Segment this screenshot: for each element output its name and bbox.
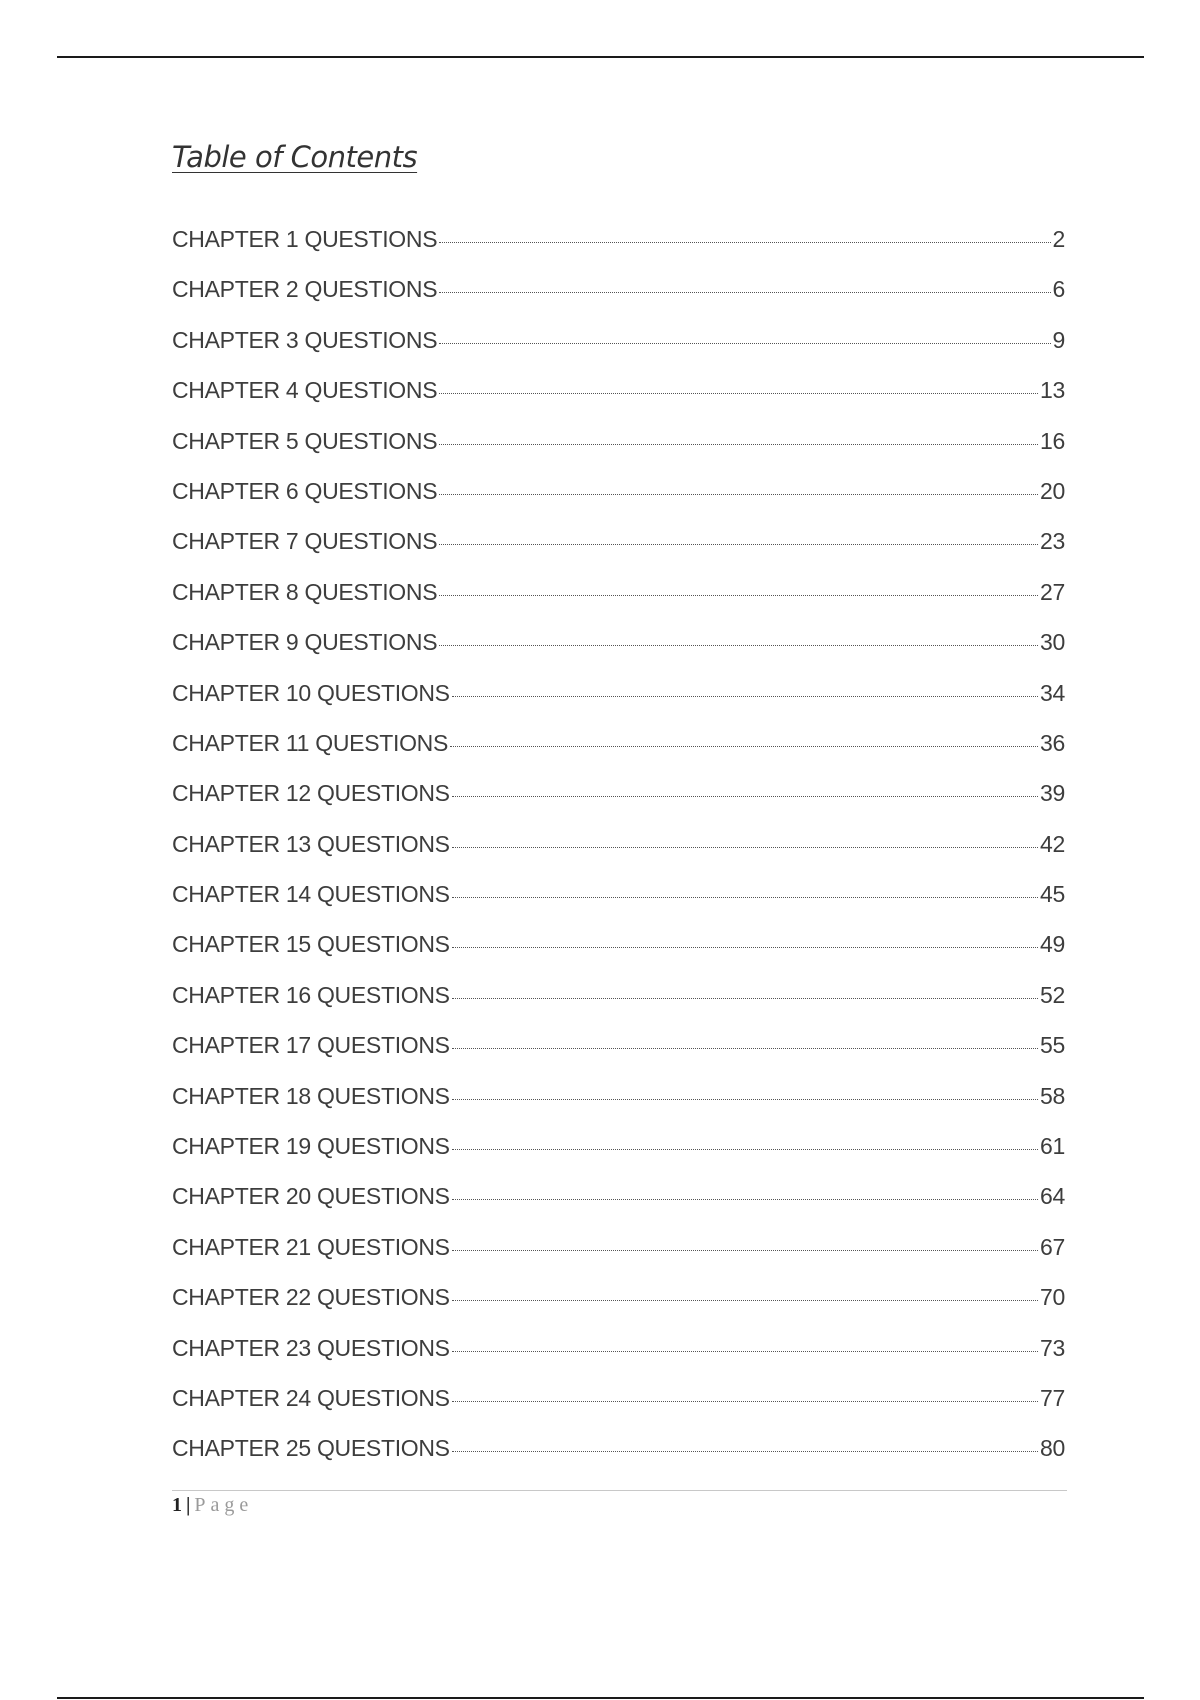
- toc-entry[interactable]: [172, 528, 1065, 578]
- toc-dot-leader: [439, 242, 1050, 243]
- toc-entry[interactable]: [172, 1133, 1065, 1183]
- toc-entry-label: CHAPTER 20 QUESTIONS: [172, 1183, 450, 1210]
- toc-dot-leader: [452, 796, 1038, 797]
- toc-entry-label: CHAPTER 6 QUESTIONS: [172, 477, 438, 504]
- toc-dot-leader: [452, 1099, 1038, 1100]
- toc-dot-leader: [452, 1048, 1038, 1049]
- toc-entry[interactable]: [172, 226, 1065, 276]
- toc-entry-page: 27: [1040, 578, 1065, 605]
- toc-entry-page: 61: [1040, 1133, 1065, 1160]
- toc-entry[interactable]: [172, 780, 1065, 830]
- toc-entry[interactable]: [172, 276, 1065, 326]
- toc-list: [172, 226, 1065, 1486]
- footer-page-word: Page: [194, 1494, 254, 1516]
- toc-entry-label: CHAPTER 2 QUESTIONS: [172, 276, 438, 303]
- toc-entry-page: 20: [1040, 477, 1065, 504]
- toc-entry-label: CHAPTER 17 QUESTIONS: [172, 1032, 450, 1059]
- toc-dot-leader: [452, 1199, 1038, 1200]
- toc-entry-page: 70: [1040, 1284, 1065, 1311]
- toc-entry[interactable]: [172, 1032, 1065, 1082]
- toc-entry[interactable]: [172, 881, 1065, 931]
- toc-entry-page: 6: [1052, 276, 1065, 303]
- toc-entry-label: CHAPTER 18 QUESTIONS: [172, 1082, 450, 1109]
- toc-entry-label: CHAPTER 14 QUESTIONS: [172, 881, 450, 908]
- toc-entry-label: CHAPTER 25 QUESTIONS: [172, 1435, 450, 1462]
- toc-entry-label: CHAPTER 4 QUESTIONS: [172, 377, 438, 404]
- header-rule: [57, 56, 1144, 58]
- toc-entry-page: 2: [1052, 226, 1065, 252]
- toc-dot-leader: [452, 847, 1038, 848]
- toc-entry-page: 49: [1040, 931, 1065, 958]
- toc-dot-leader: [452, 947, 1038, 948]
- toc-entry[interactable]: [172, 327, 1065, 377]
- toc-dot-leader: [452, 1250, 1038, 1251]
- toc-entry[interactable]: [172, 1284, 1065, 1334]
- toc-dot-leader: [439, 343, 1050, 344]
- toc-entry-label: CHAPTER 7 QUESTIONS: [172, 528, 438, 555]
- toc-entry-page: 16: [1040, 427, 1065, 454]
- toc-entry[interactable]: [172, 831, 1065, 881]
- toc-entry[interactable]: [172, 1435, 1065, 1485]
- toc-dot-leader: [452, 1451, 1038, 1452]
- toc-entry[interactable]: [172, 1385, 1065, 1435]
- toc-entry-label: CHAPTER 10 QUESTIONS: [172, 679, 450, 706]
- toc-entry-page: 73: [1040, 1334, 1065, 1361]
- toc-entry[interactable]: [172, 478, 1065, 528]
- toc-entry-page: 64: [1040, 1183, 1065, 1210]
- bottom-rule: [57, 1697, 1144, 1699]
- toc-entry[interactable]: [172, 579, 1065, 629]
- toc-entry[interactable]: [172, 1234, 1065, 1284]
- toc-entry-page: 23: [1040, 528, 1065, 555]
- toc-dot-leader: [452, 1300, 1038, 1301]
- toc-dot-leader: [439, 494, 1038, 495]
- toc-entry-label: CHAPTER 21 QUESTIONS: [172, 1233, 450, 1260]
- toc-entry-label: CHAPTER 15 QUESTIONS: [172, 931, 450, 958]
- toc-entry-label: CHAPTER 12 QUESTIONS: [172, 780, 450, 807]
- footer-page-number: 1: [172, 1494, 182, 1516]
- toc-dot-leader: [452, 998, 1038, 999]
- toc-dot-leader: [439, 544, 1038, 545]
- toc-entry[interactable]: [172, 730, 1065, 780]
- toc-entry-label: CHAPTER 16 QUESTIONS: [172, 981, 450, 1008]
- toc-dot-leader: [452, 1351, 1038, 1352]
- toc-entry-page: 77: [1040, 1384, 1065, 1411]
- toc-dot-leader: [452, 1149, 1038, 1150]
- toc-entry-page: 36: [1040, 729, 1065, 756]
- toc-entry-page: 34: [1040, 679, 1065, 706]
- toc-entry-page: 58: [1040, 1082, 1065, 1109]
- toc-entry[interactable]: [172, 1083, 1065, 1133]
- toc-entry-page: 39: [1040, 780, 1065, 807]
- toc-entry-page: 30: [1040, 629, 1065, 656]
- toc-dot-leader: [452, 1401, 1038, 1402]
- toc-entry[interactable]: [172, 1183, 1065, 1233]
- toc-entry-label: CHAPTER 13 QUESTIONS: [172, 830, 450, 857]
- toc-dot-leader: [439, 595, 1038, 596]
- toc-entry-label: CHAPTER 23 QUESTIONS: [172, 1334, 450, 1361]
- toc-entry[interactable]: [172, 1335, 1065, 1385]
- toc-entry-label: CHAPTER 5 QUESTIONS: [172, 427, 438, 454]
- page-footer: [172, 1494, 253, 1517]
- toc-entry-label: CHAPTER 1 QUESTIONS: [172, 226, 438, 252]
- footer-separator: |: [186, 1494, 191, 1516]
- toc-entry-page: 52: [1040, 981, 1065, 1008]
- toc-entry[interactable]: [172, 982, 1065, 1032]
- toc-entry[interactable]: [172, 428, 1065, 478]
- toc-entry-label: CHAPTER 19 QUESTIONS: [172, 1133, 450, 1160]
- toc-dot-leader: [439, 393, 1038, 394]
- toc-entry[interactable]: [172, 629, 1065, 679]
- toc-entry-page: 42: [1040, 830, 1065, 857]
- toc-dot-leader: [450, 746, 1038, 747]
- toc-entry[interactable]: [172, 377, 1065, 427]
- toc-entry[interactable]: [172, 931, 1065, 981]
- toc-entry-label: CHAPTER 8 QUESTIONS: [172, 578, 438, 605]
- toc-entry-page: 13: [1040, 377, 1065, 404]
- toc-title: Table of Contents: [172, 140, 418, 174]
- toc-dot-leader: [439, 645, 1038, 646]
- toc-entry-page: 67: [1040, 1233, 1065, 1260]
- footer-rule: [172, 1490, 1067, 1491]
- toc-entry-page: 80: [1040, 1435, 1065, 1462]
- toc-dot-leader: [452, 897, 1038, 898]
- toc-entry-label: CHAPTER 11 QUESTIONS: [172, 729, 449, 756]
- toc-entry-page: 55: [1040, 1032, 1065, 1059]
- toc-entry-page: 9: [1052, 326, 1065, 353]
- toc-entry[interactable]: [172, 680, 1065, 730]
- toc-entry-label: CHAPTER 22 QUESTIONS: [172, 1284, 450, 1311]
- toc-dot-leader: [439, 444, 1038, 445]
- toc-entry-label: CHAPTER 9 QUESTIONS: [172, 629, 438, 656]
- toc-dot-leader: [452, 696, 1038, 697]
- toc-entry-page: 45: [1040, 881, 1065, 908]
- toc-entry-label: CHAPTER 3 QUESTIONS: [172, 326, 438, 353]
- toc-dot-leader: [439, 292, 1050, 293]
- toc-entry-label: CHAPTER 24 QUESTIONS: [172, 1384, 450, 1411]
